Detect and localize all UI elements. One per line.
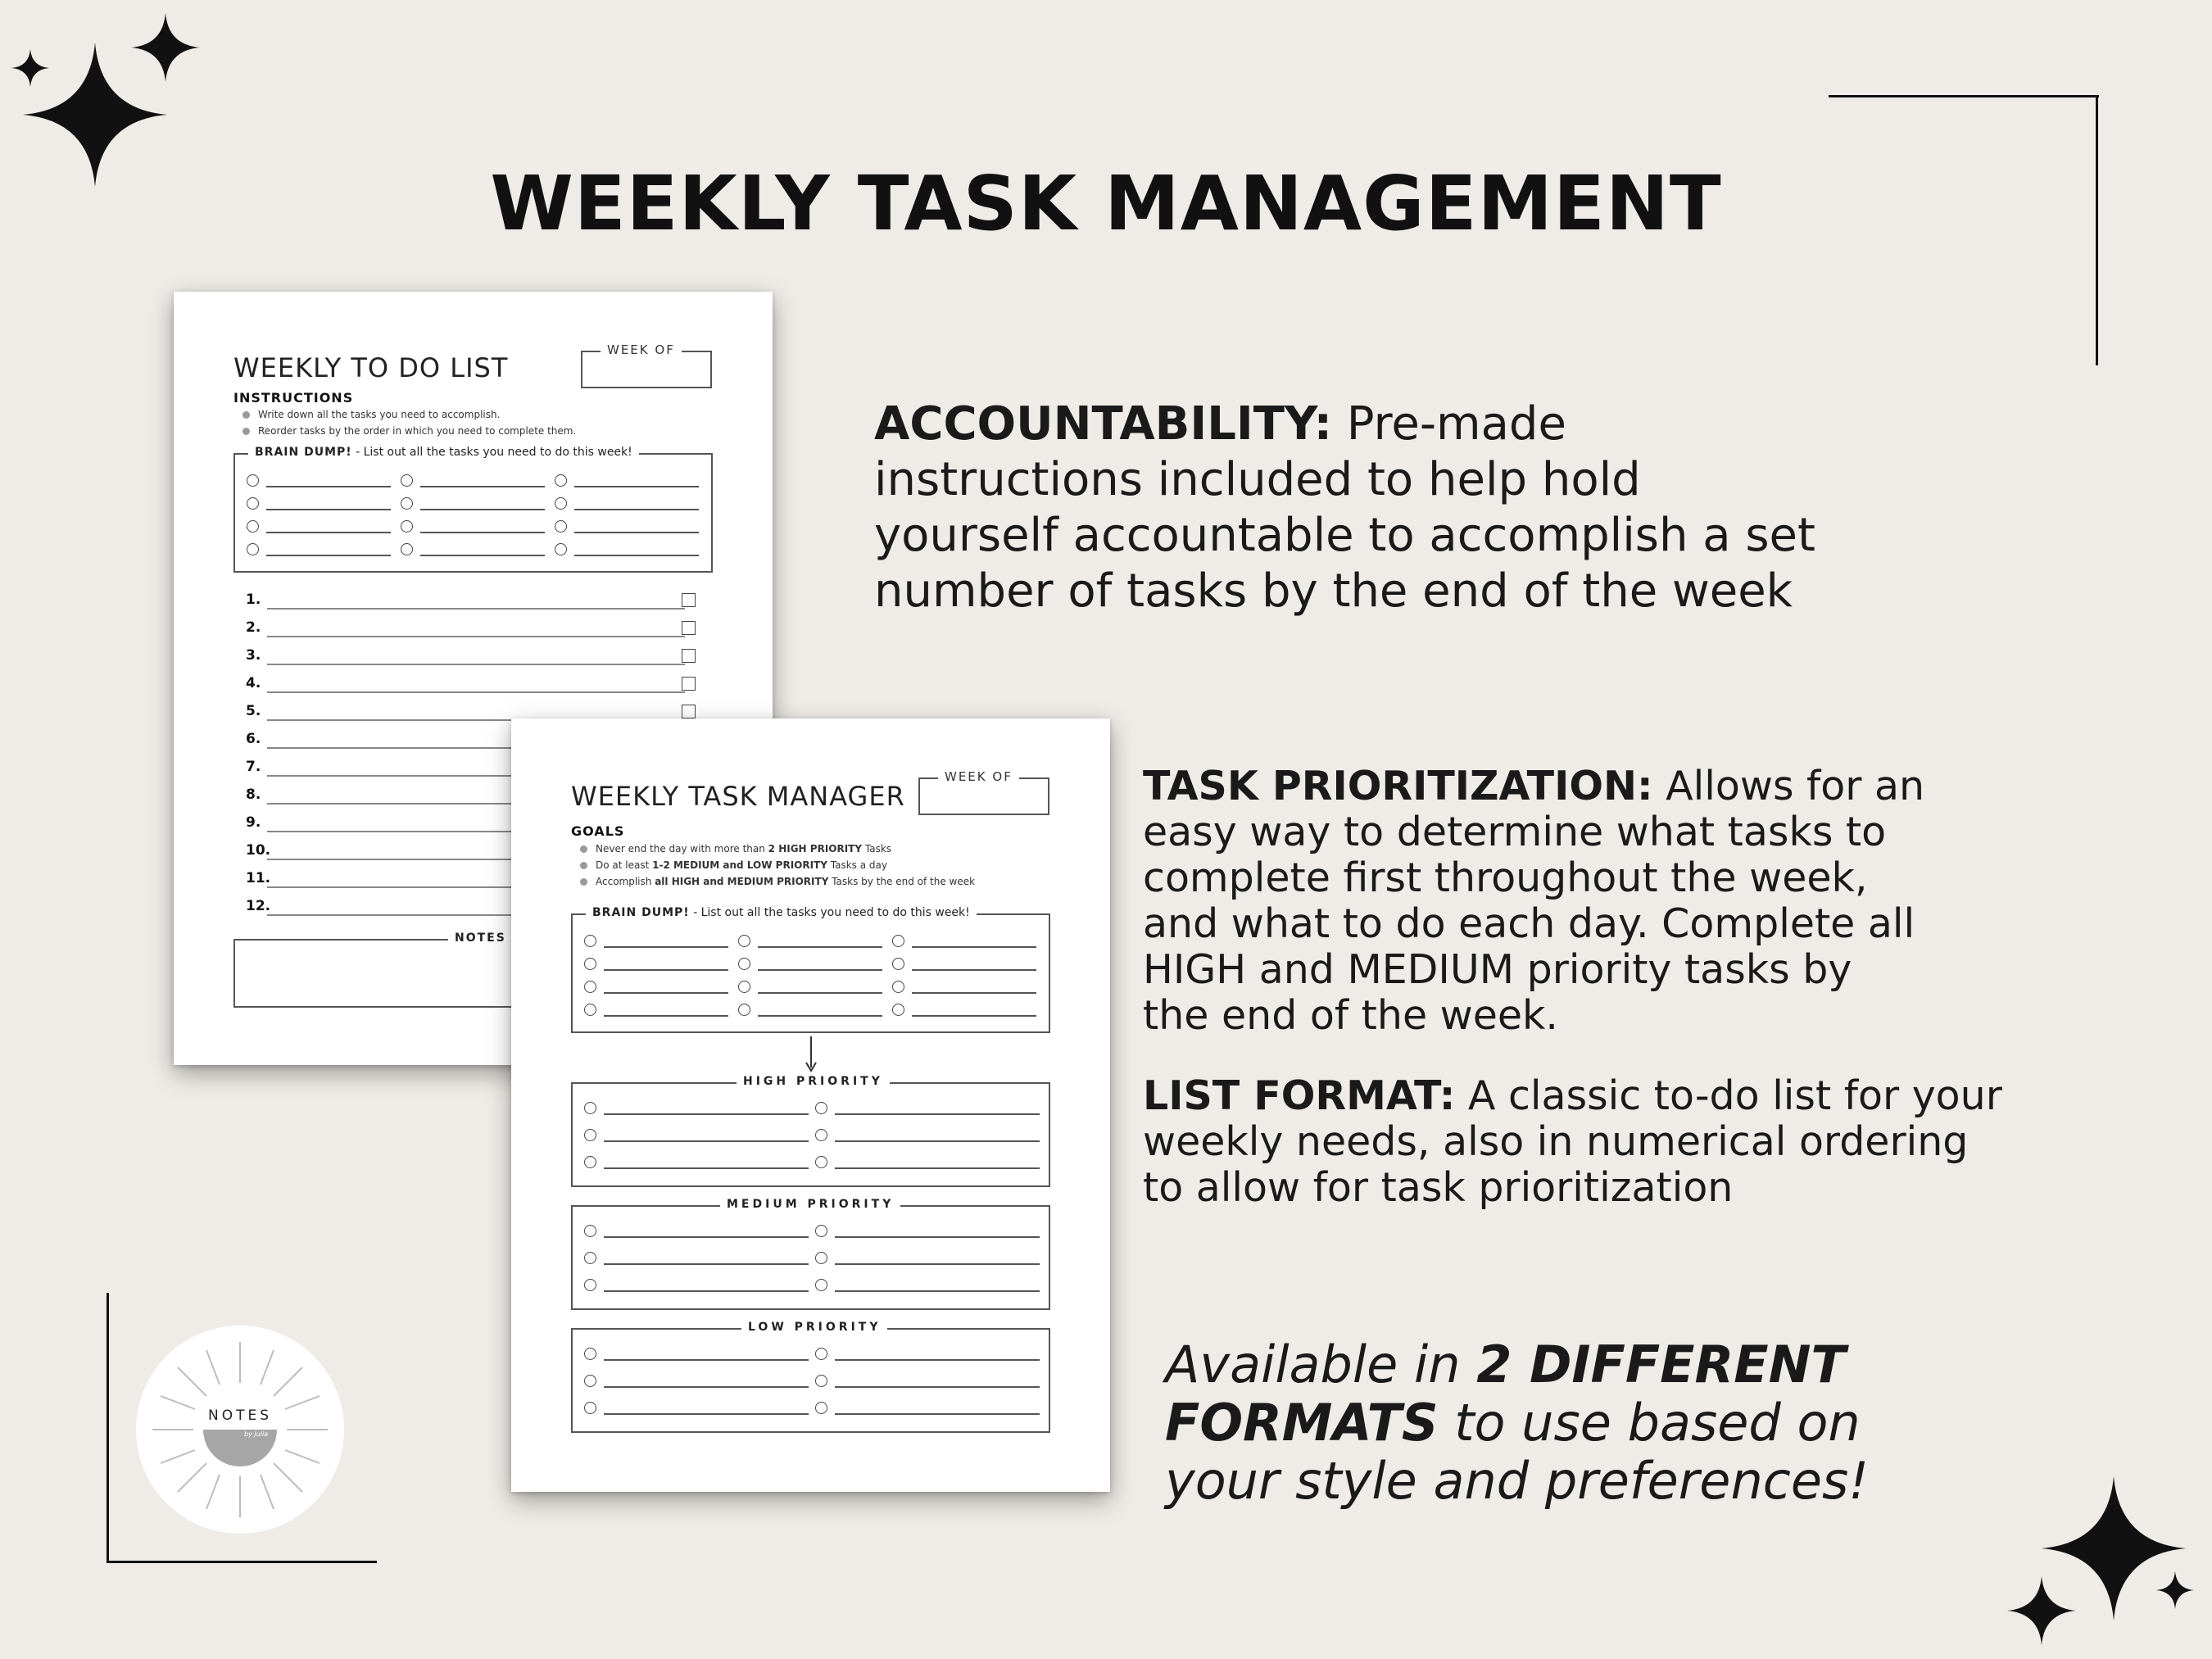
task-number: 12. bbox=[246, 898, 271, 914]
manager-sheet-title: WEEKLY TASK MANAGER bbox=[571, 781, 905, 812]
checkbox-circle-icon[interactable] bbox=[738, 935, 750, 947]
task-line[interactable] bbox=[604, 1113, 809, 1115]
checkbox-square-icon[interactable] bbox=[682, 649, 696, 663]
checkbox-square-icon[interactable] bbox=[682, 621, 696, 635]
medium-priority-box bbox=[571, 1198, 1050, 1310]
checkbox-circle-icon[interactable] bbox=[584, 935, 596, 947]
checkbox-circle-icon[interactable] bbox=[584, 1402, 596, 1414]
checkbox-circle-icon[interactable] bbox=[815, 1225, 827, 1237]
accountability-heading: ACCOUNTABILITY: bbox=[874, 397, 1332, 451]
checkbox-circle-icon[interactable] bbox=[584, 1225, 596, 1237]
task-line[interactable] bbox=[604, 1263, 809, 1265]
logo-signature: by Julia bbox=[244, 1430, 269, 1438]
task-line[interactable] bbox=[267, 608, 685, 610]
task-line[interactable] bbox=[758, 992, 882, 994]
checkbox-circle-icon[interactable] bbox=[401, 520, 413, 533]
checkbox-circle-icon[interactable] bbox=[738, 1004, 750, 1016]
task-line[interactable] bbox=[574, 532, 699, 533]
accountability-text bbox=[874, 397, 1815, 619]
task-number: 9. bbox=[246, 814, 261, 831]
star-icon-tiny-bottom-right bbox=[2156, 1571, 2194, 1609]
high-priority-label: HIGH PRIORITY bbox=[737, 1075, 890, 1088]
goal-item: Do at least 1-2 MEDIUM and LOW PRIORITY Tasks a day bbox=[580, 859, 887, 871]
checkbox-circle-icon[interactable] bbox=[401, 543, 413, 555]
list-format-line: to allow for task prioritization bbox=[1143, 1164, 1734, 1211]
checkbox-circle-icon[interactable] bbox=[815, 1375, 827, 1387]
prioritization-line: the end of the week. bbox=[1143, 992, 1558, 1039]
task-line[interactable] bbox=[604, 1167, 809, 1169]
brand-logo bbox=[136, 1326, 344, 1534]
task-number: 3. bbox=[246, 647, 261, 664]
task-number: 10. bbox=[246, 842, 271, 859]
task-line[interactable] bbox=[267, 691, 685, 693]
task-line[interactable] bbox=[267, 636, 685, 637]
available-line: Available in 2 DIFFERENT bbox=[1165, 1335, 1846, 1394]
list-format-line: weekly needs, also in numerical ordering bbox=[1143, 1118, 1969, 1165]
logo-text: NOTES bbox=[207, 1407, 272, 1424]
task-line[interactable] bbox=[604, 946, 728, 948]
task-number: 6. bbox=[246, 731, 261, 747]
task-line[interactable] bbox=[835, 1263, 1040, 1265]
checkbox-circle-icon[interactable] bbox=[584, 1129, 596, 1141]
checkbox-circle-icon[interactable] bbox=[584, 1348, 596, 1360]
brain-dump-bold: BRAIN DUMP! bbox=[255, 446, 352, 459]
task-line[interactable] bbox=[604, 992, 728, 994]
checkbox-circle-icon[interactable] bbox=[555, 497, 567, 510]
checkbox-circle-icon[interactable] bbox=[555, 520, 567, 533]
checkbox-circle-icon[interactable] bbox=[584, 1156, 596, 1168]
checkbox-circle-icon[interactable] bbox=[815, 1156, 827, 1168]
task-line[interactable] bbox=[758, 1015, 882, 1017]
task-line[interactable] bbox=[604, 1413, 809, 1415]
checkbox-square-icon[interactable] bbox=[682, 677, 696, 691]
brain-dump-bold: BRAIN DUMP! bbox=[592, 906, 690, 919]
checkbox-circle-icon[interactable] bbox=[892, 958, 904, 970]
task-number: 8. bbox=[246, 786, 261, 803]
checkbox-circle-icon[interactable] bbox=[401, 497, 413, 510]
star-icon-tiny-top-left bbox=[11, 49, 49, 87]
list-format-line: LIST FORMAT: A classic to-do list for your bbox=[1143, 1072, 2002, 1119]
checkbox-square-icon[interactable] bbox=[682, 593, 696, 607]
prioritization-text bbox=[1143, 764, 1924, 1039]
sunburst-logo-icon bbox=[136, 1326, 344, 1534]
accountability-line: yourself accountable to accomplish a set bbox=[874, 509, 1815, 562]
accountability-line: instructions included to help hold bbox=[874, 453, 1641, 506]
checkbox-circle-icon[interactable] bbox=[815, 1279, 827, 1291]
corner-line-bottom-horizontal bbox=[107, 1561, 377, 1563]
task-line[interactable] bbox=[835, 1140, 1040, 1142]
task-line[interactable] bbox=[604, 1359, 809, 1361]
page-title: WEEKLY TASK MANAGEMENT bbox=[490, 160, 1722, 247]
checkbox-circle-icon[interactable] bbox=[815, 1252, 827, 1264]
prioritization-line: and what to do each day. Complete all bbox=[1143, 900, 1915, 947]
task-line[interactable] bbox=[604, 969, 728, 971]
high-priority-box bbox=[571, 1075, 1050, 1187]
task-line[interactable] bbox=[758, 946, 882, 948]
task-line[interactable] bbox=[835, 1386, 1040, 1388]
prioritization-line: HIGH and MEDIUM priority tasks by bbox=[1143, 946, 1852, 993]
task-line[interactable] bbox=[835, 1167, 1040, 1169]
checkbox-circle-icon[interactable] bbox=[247, 497, 259, 510]
checkbox-circle-icon[interactable] bbox=[892, 935, 904, 947]
task-number: 7. bbox=[246, 759, 261, 775]
checkbox-circle-icon[interactable] bbox=[815, 1402, 827, 1414]
available-formats-text bbox=[1165, 1335, 1869, 1510]
brain-dump-text: - List out all the tasks you need to do this week! bbox=[351, 446, 632, 459]
checkbox-circle-icon[interactable] bbox=[892, 981, 904, 993]
task-line[interactable] bbox=[758, 969, 882, 971]
week-of-label: WEEK OF bbox=[938, 769, 1019, 784]
checkbox-circle-icon[interactable] bbox=[247, 520, 259, 533]
task-line[interactable] bbox=[604, 1015, 728, 1017]
goals-heading: GOALS bbox=[571, 823, 625, 839]
task-line[interactable] bbox=[912, 992, 1036, 994]
task-number: 4. bbox=[246, 675, 261, 691]
accountability-line: number of tasks by the end of the week bbox=[874, 564, 1793, 618]
checkbox-circle-icon[interactable] bbox=[555, 474, 567, 487]
checkbox-circle-icon[interactable] bbox=[584, 1102, 596, 1114]
task-line[interactable] bbox=[604, 1290, 809, 1292]
brain-dump-text: - List out all the tasks you need to do this week! bbox=[689, 906, 970, 919]
checkbox-circle-icon[interactable] bbox=[584, 1252, 596, 1264]
task-line[interactable] bbox=[912, 946, 1036, 948]
task-line[interactable] bbox=[835, 1359, 1040, 1361]
checkbox-circle-icon[interactable] bbox=[584, 958, 596, 970]
checkbox-circle-icon[interactable] bbox=[738, 981, 750, 993]
week-of-box bbox=[581, 342, 712, 388]
task-line[interactable] bbox=[604, 1386, 809, 1388]
checkbox-circle-icon[interactable] bbox=[247, 474, 259, 487]
checkbox-circle-icon[interactable] bbox=[584, 1004, 596, 1016]
task-line[interactable] bbox=[574, 555, 699, 556]
checkbox-circle-icon[interactable] bbox=[738, 958, 750, 970]
checkbox-circle-icon[interactable] bbox=[815, 1348, 827, 1360]
instruction-item: Reorder tasks by the order in which you need to complete them. bbox=[243, 425, 576, 437]
brain-dump-box bbox=[233, 446, 713, 573]
task-line[interactable] bbox=[420, 486, 545, 487]
task-line[interactable] bbox=[835, 1236, 1040, 1238]
task-line[interactable] bbox=[420, 509, 545, 510]
instruction-item: Write down all the tasks you need to accomplish. bbox=[243, 409, 500, 420]
prioritization-heading: TASK PRIORITIZATION: bbox=[1143, 763, 1653, 809]
checkbox-circle-icon[interactable] bbox=[247, 543, 259, 555]
goal-item: Accomplish all HIGH and MEDIUM PRIORITY Tasks by the end of the week bbox=[580, 876, 975, 887]
week-of-label: WEEK OF bbox=[601, 342, 682, 357]
prioritization-line: complete first throughout the week, bbox=[1143, 854, 1868, 901]
instructions-heading: INSTRUCTIONS bbox=[233, 390, 354, 406]
list-format-heading: LIST FORMAT: bbox=[1143, 1072, 1456, 1119]
checkbox-circle-icon[interactable] bbox=[555, 543, 567, 555]
task-line[interactable] bbox=[420, 555, 545, 556]
task-manager-sheet bbox=[511, 718, 1110, 1492]
task-number: 1. bbox=[246, 592, 261, 608]
todo-sheet-title: WEEKLY TO DO LIST bbox=[233, 352, 509, 383]
checkbox-circle-icon[interactable] bbox=[892, 1004, 904, 1016]
brain-dump-label bbox=[248, 446, 639, 459]
task-line[interactable] bbox=[912, 969, 1036, 971]
available-line: FORMATS to use based on bbox=[1165, 1393, 1861, 1453]
task-line[interactable] bbox=[835, 1290, 1040, 1292]
available-line: your style and preferences! bbox=[1165, 1451, 1870, 1511]
star-icon-small-bottom-left bbox=[2007, 1576, 2076, 1645]
task-line[interactable] bbox=[266, 555, 391, 556]
notes-label: NOTES bbox=[448, 931, 513, 945]
task-line[interactable] bbox=[604, 1236, 809, 1238]
brain-dump-label bbox=[586, 906, 977, 919]
task-line[interactable] bbox=[266, 532, 391, 533]
task-number: 5. bbox=[246, 703, 261, 719]
brain-dump-box bbox=[571, 906, 1050, 1033]
low-priority-label: LOW PRIORITY bbox=[741, 1321, 887, 1334]
task-line[interactable] bbox=[420, 532, 545, 533]
task-line[interactable] bbox=[912, 1015, 1036, 1017]
list-format-text bbox=[1143, 1073, 2002, 1211]
task-line[interactable] bbox=[574, 509, 699, 510]
checkbox-circle-icon[interactable] bbox=[815, 1102, 827, 1114]
goal-item: Never end the day with more than 2 HIGH PRIORITY Tasks bbox=[580, 843, 891, 854]
accountability-line: ACCOUNTABILITY: Pre-made bbox=[874, 397, 1566, 451]
checkbox-circle-icon[interactable] bbox=[401, 474, 413, 487]
task-number: 2. bbox=[246, 619, 261, 636]
task-number: 11. bbox=[246, 870, 271, 886]
task-line[interactable] bbox=[835, 1113, 1040, 1115]
checkbox-circle-icon[interactable] bbox=[584, 1279, 596, 1291]
prioritization-line: TASK PRIORITIZATION: Allows for an bbox=[1143, 763, 1925, 809]
task-line[interactable] bbox=[266, 486, 391, 487]
checkbox-circle-icon[interactable] bbox=[584, 1375, 596, 1387]
task-line[interactable] bbox=[267, 664, 685, 665]
star-icon-small-top-right bbox=[131, 13, 200, 82]
prioritization-line: easy way to determine what tasks to bbox=[1143, 809, 1887, 855]
checkbox-square-icon[interactable] bbox=[682, 705, 696, 718]
checkbox-circle-icon[interactable] bbox=[815, 1129, 827, 1141]
week-of-box bbox=[918, 769, 1049, 815]
task-line[interactable] bbox=[835, 1413, 1040, 1415]
corner-line-top-horizontal bbox=[1829, 95, 2099, 97]
corner-line-bottom-vertical bbox=[107, 1293, 109, 1563]
task-line[interactable] bbox=[266, 509, 391, 510]
checkbox-circle-icon[interactable] bbox=[584, 981, 596, 993]
medium-priority-label: MEDIUM PRIORITY bbox=[720, 1198, 900, 1211]
low-priority-box bbox=[571, 1321, 1050, 1433]
arrow-down-icon bbox=[803, 1036, 819, 1072]
task-line[interactable] bbox=[604, 1140, 809, 1142]
task-line[interactable] bbox=[574, 486, 699, 487]
